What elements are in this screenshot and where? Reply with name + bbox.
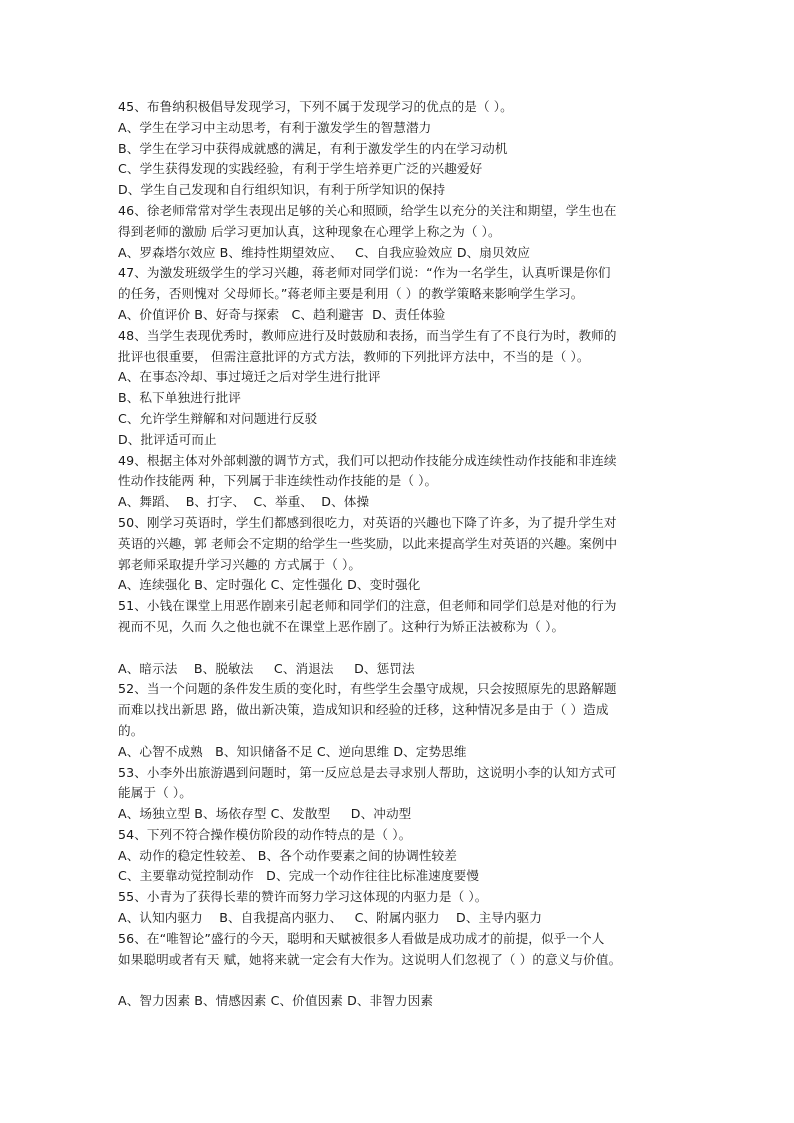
question-52 [118,679,678,762]
answer-option: B、私下单独进行批评 [118,390,241,406]
answer-option: A、认知内驱力 B、自我提高内驱力、 C、附属内驱力 D、主导内驱力 [118,910,543,926]
question-stem-line: 51、小钱在课堂上用恶作剧来引起老师和同学们的注意，但老师和同学们总是对他的行为 [118,598,617,614]
question-stem-line: 如果聪明或者有天 赋，她将来就一定会有大作为。这说明人们忽视了（ ）的意义与价值。 [118,951,622,967]
question-50 [118,513,678,596]
question-54 [118,825,678,887]
answer-option: A、智力因素 B、情感因素 C、价值因素 D、非智力因素 [118,993,434,1009]
question-stem-line: 55、小青为了获得长辈的赞许而努力学习这体现的内驱力是（ ）。 [118,889,488,905]
question-stem-line: 而难以找出新思 路，做出新决策，造成知识和经验的迁移，这种情况多是由于（ ）造成 [118,702,609,718]
answer-option: C、学生获得发现的实践经验，有利于学生培养更广泛的兴趣爱好 [118,161,483,177]
answer-option: A、动作的稳定性较差、 B、各个动作要素之间的协调性较差 [118,847,457,863]
answer-option: A、舞蹈、 B、打字、 C、举重、 D、体操 [118,494,370,510]
question-46 [118,201,678,263]
question-stem-line: 54、下列不符合操作模仿阶段的动作特点的是（ ）。 [118,826,412,842]
blank-line [118,638,678,659]
question-stem-line: 得到老师的激励 后学习更加认真，这种现象在心理学上称之为（ ）。 [118,223,501,239]
answer-option: D、批评适可而止 [118,431,217,447]
question-47 [118,263,678,325]
answer-option: C、主要靠动觉控制动作 D、完成一个动作往往比标准速度要慢 [118,868,480,884]
question-53 [118,763,678,825]
answer-option: C、允许学生辩解和对问题进行反驳 [118,410,318,426]
answer-option: A、学生在学习中主动思考，有利于激发学生的智慧潜力 [118,119,432,135]
question-48 [118,326,678,451]
question-stem-line: 47、为激发班级学生的学习兴趣，蒋老师对同学们说：“作为一名学生，认真听课是你们 [118,265,611,281]
answer-option: A、连续强化 B、定时强化 C、定性强化 D、变时强化 [118,577,421,593]
question-51 [118,596,678,679]
question-45 [118,97,678,201]
answer-option: A、心智不成熟 B、知识储备不足 C、逆向思维 D、定势思维 [118,743,467,759]
question-stem-line: 52、当一个问题的条件发生质的变化时，有些学生会墨守成规，只会按照原先的思路解题 [118,681,617,697]
answer-option: A、暗示法 B、脱敏法 C、消退法 D、惩罚法 [118,660,415,676]
question-stem-line: 53、小李外出旅游遇到问题时，第一反应总是去寻求别人帮助，这说明小李的认知方式可 [118,764,617,780]
question-stem-line: 46、徐老师常常对学生表现出足够的关心和照顾，给学生以充分的关注和期望，学生也在 [118,202,617,218]
question-49 [118,451,678,513]
answer-option: D、学生自己发现和自行组织知识，有利于所学知识的保持 [118,182,446,198]
question-stem-line: 能属于（ ）。 [118,785,192,801]
question-stem-line: 郭老师采取提升学习兴趣的 方式属于（ ）。 [118,556,362,572]
answer-option: B、学生在学习中获得成就感的满足，有利于激发学生的内在学习动机 [118,140,508,156]
question-55 [118,887,678,929]
answer-option: A、罗森塔尔效应 B、维持性期望效应、 C、自我应验效应 D、扇贝效应 [118,244,531,260]
answer-option: A、价值评价 B、好奇与探索 C、趋利避害 D、责任体验 [118,306,446,322]
question-stem-line: 50、刚学习英语时，学生们都感到很吃力，对英语的兴趣也下降了许多，为了提升学生对 [118,514,617,530]
question-stem-line: 56、在“唯智论”盛行的今天，聪明和天赋被很多人看做是成功成才的前提，似乎一个人 [118,930,605,946]
exam-page [118,97,678,1012]
answer-option: A、场独立型 B、场依存型 C、发散型 D、冲动型 [118,806,412,822]
question-stem-line: 45、布鲁纳积极倡导发现学习，下列不属于发现学习的优点的是（ ）。 [118,99,513,114]
blank-line [118,970,678,991]
question-stem-line: 48、当学生表现优秀时，教师应进行及时鼓励和表扬，而当学生有了不良行为时，教师的 [118,327,617,343]
question-stem-line: 的任务，否则愧对 父母师长。”蒋老师主要是利用（ ）的教学策略来影响学生学习。 [118,286,584,302]
question-stem-line: 视而不见，久而 久之他也就不在课堂上恶作剧了。这种行为矫正法被称为（ ）。 [118,618,565,634]
question-stem-line: 性动作技能两 种，下列属于非连续性动作技能的是（ ）。 [118,473,438,489]
question-stem-line: 的。 [118,722,144,738]
question-stem-line: 批评也很重要， 但需注意批评的方式方法，教师的下列批评方法中，不当的是（ ）。 [118,348,590,364]
question-stem-line: 49、根据主体对外部刺激的调节方式，我们可以把动作技能分成连续性动作技能和非连续 [118,452,617,468]
question-stem-line: 英语的兴趣，郭 老师会不定期的给学生一些奖励，以此来提高学生对英语的兴趣。案例中 [118,535,618,551]
question-56 [118,929,678,1012]
answer-option: A、在事态冷却、事过境迁之后对学生进行批评 [118,369,381,385]
